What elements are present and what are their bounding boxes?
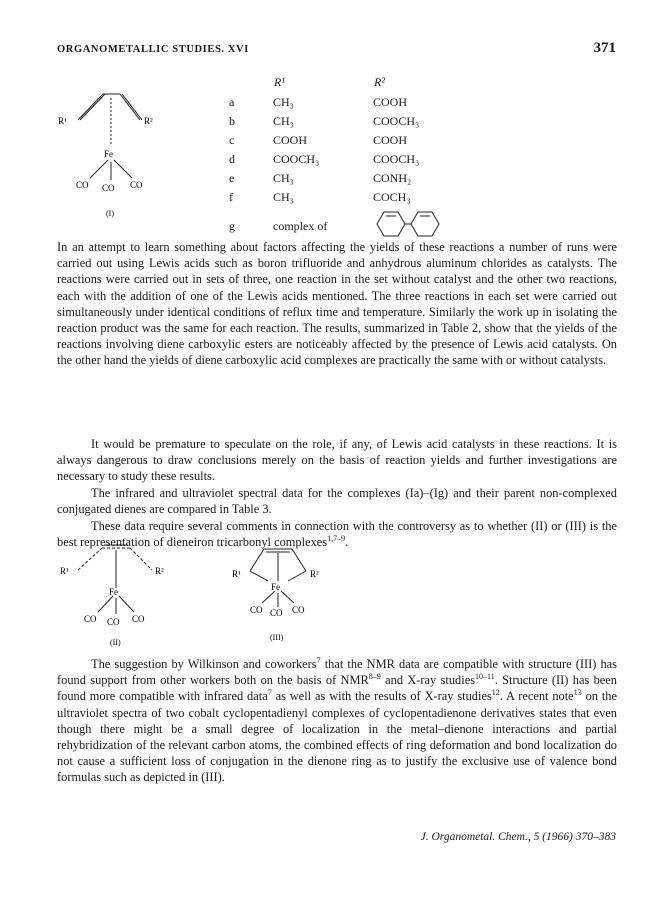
- row-id: g: [229, 218, 235, 233]
- r1-label: R¹: [60, 566, 69, 576]
- r2-label: R²: [155, 566, 164, 576]
- figure-label-II: (II): [110, 638, 121, 647]
- paragraph-spectral-data: The infrared and ultraviolet spectral data for the complexes (Ia)–(Ig) and their parent non-complexed conjugated dienes are compared in Table 3.: [57, 486, 617, 517]
- reference-sup: 1,7–9: [327, 534, 346, 544]
- co-mid-label: CO: [107, 617, 120, 627]
- table-row: [229, 112, 475, 131]
- row-r2: CONH₂: [373, 171, 412, 185]
- page-number: 371: [593, 40, 616, 56]
- table-row: [229, 150, 475, 169]
- reference-sup: 7: [267, 688, 272, 698]
- reference-sup: 8–9: [368, 672, 381, 682]
- text-run: that the NMR data are compatible with structure (III) has found support from other workers both on the basis of NMR: [57, 657, 617, 688]
- reference-sup: 12: [491, 688, 500, 698]
- text-run: .: [345, 535, 349, 550]
- text-run: These data require several comments in connection with the controversy as to whether (II) or (III) is the best representation of dieneiron tricarbonyl complexes: [57, 519, 617, 550]
- row-r1: CH₃: [273, 171, 294, 185]
- structure-II: [60, 540, 210, 650]
- co-right-label: CO: [130, 180, 143, 190]
- row-id: a: [229, 95, 235, 109]
- figure-label-III: (III): [270, 633, 284, 642]
- r2-label: R²: [144, 116, 153, 126]
- reference-sup: 10–11: [475, 672, 495, 682]
- structure-III: [228, 537, 348, 647]
- row-id: c: [229, 133, 235, 147]
- table-row: [229, 131, 475, 150]
- text-run: and X-ray studies: [380, 673, 476, 688]
- row-id: d: [229, 152, 235, 166]
- row-r1: CH₃: [273, 190, 294, 204]
- text-run: as well as with the results of X-ray studies: [271, 689, 492, 704]
- table-row: [229, 93, 475, 112]
- paragraph-lewis-acid-runs: In an attempt to learn something about factors affecting the yields of these reactions a number of runs were carried out using Lewis acids such as boron trifluoride and anhydrous aluminum chlorides as catalysts. The reactions were carried out in sets of three, one reaction in the set without catalyst and the other two reactions, each with the addition of one of the Lewis acids mentioned. The three reactions in each set were carried out simultaneously under identical conditions of reflux time and temperature. Similarly the work up in isolating the reaction product was the same for each reaction. The results, summarized in Table 2, show that the yields of the reactions involving diene carboxylic esters are noticeably affected by the presence of Lewis acid catalysts. On the other hand the yields of diene carboxylic acid complexes are practically the same with or without catalysts.: [57, 240, 617, 368]
- text-run: . A recent note: [499, 689, 574, 704]
- row-r1: CH₃: [273, 114, 294, 128]
- co-right-label: CO: [292, 605, 305, 615]
- paragraph-wilkinson-suggestion: [57, 656, 617, 786]
- r1-label: R¹: [58, 116, 67, 126]
- row-r1: complex of: [273, 218, 328, 233]
- reference-sup: 7: [316, 655, 321, 665]
- text-run: on the ultraviolet spectra of two cobalt cyclopentadienyl complexes of cyclopentadienone derivatives states that even though there might be a small degree of localization in the metal–dienone interactions and partial rehybridization of the relevant carbon atoms, the combined effects of ring deformation and bond localization do not cause a sufficient loss of conjugation in the dienone ring as to justify the exclusive use of valence bond formulas such as depicted in (III).: [57, 689, 617, 785]
- co-left-label: CO: [76, 180, 89, 190]
- fe-label: Fe: [104, 149, 113, 159]
- journal-citation: J. Organometal. Chem., 5 (1966) 370–383: [420, 831, 616, 843]
- running-title: ORGANOMETALLIC STUDIES. XVI: [57, 44, 249, 55]
- table-row: [229, 188, 475, 207]
- row-r2: COOH: [373, 133, 408, 147]
- row-r1: CH₃: [273, 95, 294, 109]
- row-r1: COOH: [273, 133, 308, 147]
- r1-label: R¹: [232, 569, 241, 579]
- row-id: e: [229, 171, 235, 185]
- row-id: b: [229, 114, 235, 128]
- co-left-label: CO: [250, 605, 263, 615]
- fe-label: Fe: [109, 587, 118, 597]
- substituent-table: [229, 72, 475, 245]
- figure-label-I: (I): [106, 209, 114, 218]
- row-r2: COOCH₃: [373, 152, 420, 166]
- header-r2: R²: [374, 75, 385, 89]
- table-row: [229, 169, 475, 188]
- row-r2: COOCH₃: [373, 114, 420, 128]
- paragraph-speculation: It would be premature to speculate on the role, if any, of Lewis acid catalysts in these reactions. It is always dangerous to draw conclusions merely on the basis of reaction yields and further investigations are necessary to study these results.: [57, 437, 617, 484]
- co-right-label: CO: [132, 614, 145, 624]
- text-run: The suggestion by Wilkinson and coworkers: [91, 657, 317, 671]
- row-id: f: [229, 190, 233, 204]
- co-mid-label: CO: [270, 608, 283, 618]
- structure-I: [58, 80, 198, 225]
- fe-label: Fe: [271, 582, 280, 592]
- reference-sup: 13: [573, 688, 582, 698]
- row-r2: COOH: [373, 95, 408, 109]
- co-mid-label: CO: [102, 183, 115, 193]
- co-left-label: CO: [84, 614, 97, 624]
- row-r1: COOCH₃: [273, 152, 320, 166]
- row-r2: COCH₃: [373, 190, 411, 204]
- biphenyl-icon: [373, 207, 443, 241]
- header-r1: R¹: [274, 75, 285, 89]
- text-run: . Structure (II) has been found more compatible with infrared data: [57, 673, 617, 704]
- r2-label: R²: [310, 569, 319, 579]
